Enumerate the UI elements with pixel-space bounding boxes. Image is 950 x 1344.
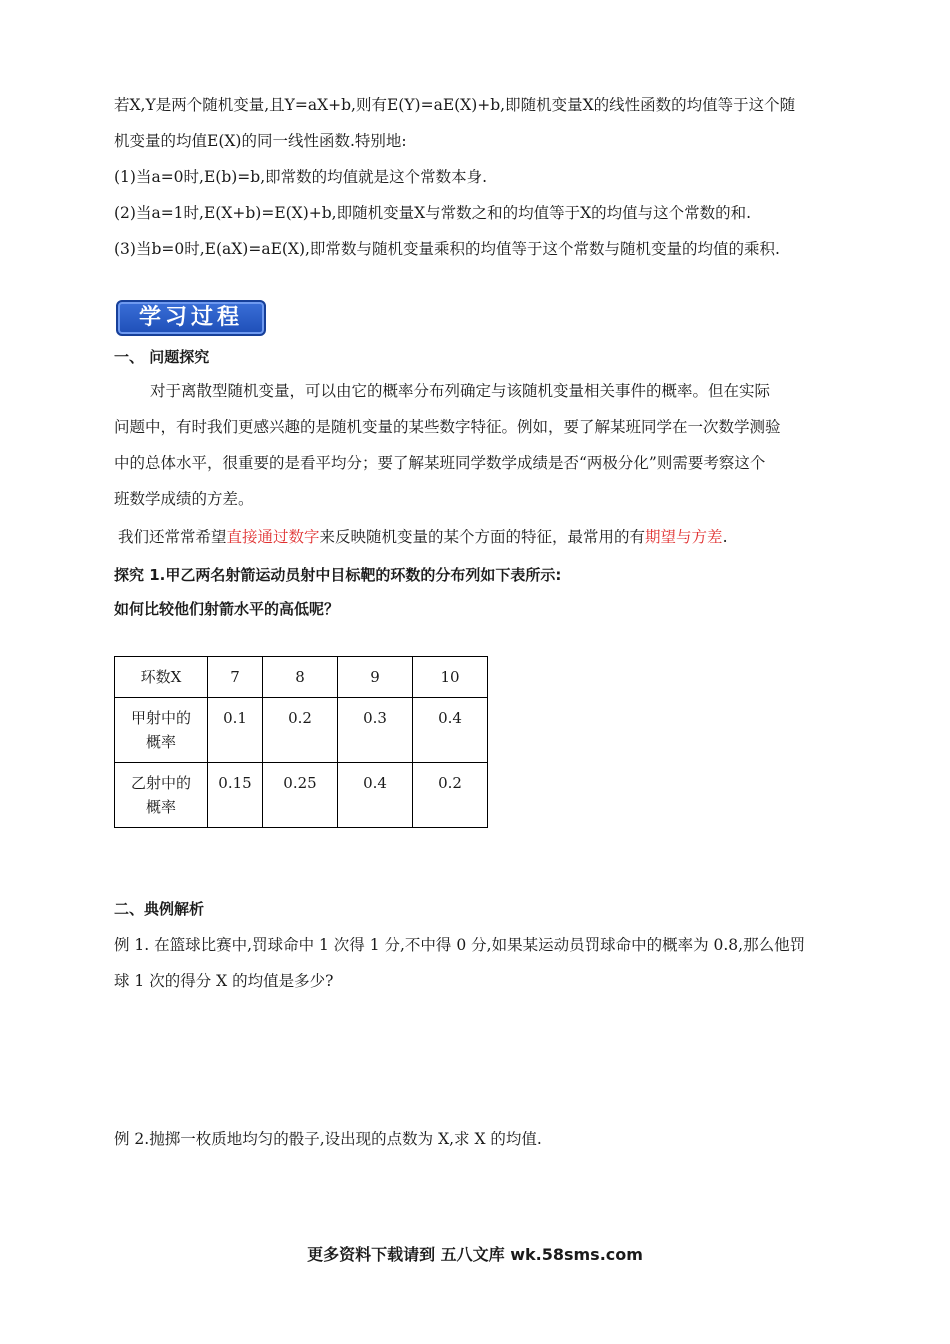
intro-item-3: (3)当b=0时,E(aX)=aE(X),即常数与随机变量乘积的均值等于这个常数与随机变量的均值的乘积. xyxy=(114,240,780,258)
para2 xyxy=(118,526,728,548)
table-cell: 0.15 xyxy=(208,763,263,828)
row-label-line-2: 概率 xyxy=(145,733,176,751)
row-label-line-1: 甲射中的 xyxy=(130,709,191,727)
example1-line-2: 球 1 次的得分 X 的均值是多少? xyxy=(114,972,334,990)
table-row xyxy=(115,698,488,763)
para2-highlight-1: 直接通过数字 xyxy=(226,528,320,546)
para2-highlight-2: 期望与方差 xyxy=(645,528,723,546)
table-cell: 0.25 xyxy=(263,763,338,828)
intro-item-1: (1)当a=0时,E(b)=b,即常数的均值就是这个常数本身. xyxy=(114,168,488,186)
table-cell: 9 xyxy=(338,657,413,698)
explore1-line-1: 探究 1.甲乙两名射箭运动员射中目标靶的环数的分布列如下表所示: xyxy=(114,566,562,584)
intro-line-1: 若X,Y是两个随机变量,且Y=aX+b,则有E(Y)=aE(X)+b,即随机变量X的线性函数的均值等于这个随 xyxy=(114,96,796,114)
footer-text: 更多资料下载请到 五八文库 wk.58sms.com xyxy=(307,1245,643,1264)
para2-text-a: 我们还常常希望 xyxy=(118,528,227,546)
table-cell: 环数X xyxy=(115,657,208,698)
para1-line-2: 问题中，有时我们更感兴趣的是随机变量的某些数字特征。例如，要了解某班同学在一次数学测验 xyxy=(114,418,781,436)
table-row xyxy=(115,763,488,828)
explore1-line-2: 如何比较他们射箭水平的高低呢？ xyxy=(114,600,340,618)
banner-label: 学习过程 xyxy=(138,305,243,330)
para2-text-b: 来反映随机变量的某个方面的特征，最常用的有 xyxy=(319,528,646,546)
table-header-row xyxy=(115,657,488,698)
para2-text-c: . xyxy=(722,528,728,546)
intro-item-2: (2)当a=1时,E(X+b)=E(X)+b,即随机变量X与常数之和的均值等于X的均值与这个常数的和. xyxy=(114,204,752,222)
table-cell: 0.4 xyxy=(338,763,413,828)
para1-line-3: 中的总体水平，很重要的是看平均分；要了解某班同学数学成绩是否“两极分化”则需要考察这个 xyxy=(114,454,766,472)
table-cell: 0.2 xyxy=(413,763,488,828)
table-cell: 0.2 xyxy=(263,698,338,763)
table-cell: 0.3 xyxy=(338,698,413,763)
table-cell: 10 xyxy=(413,657,488,698)
section-banner xyxy=(116,300,266,336)
section1-heading: 一、 问题探究 xyxy=(114,348,210,366)
table-cell: 0.1 xyxy=(208,698,263,763)
row-label-line-1: 乙射中的 xyxy=(130,774,191,792)
example2: 例 2.抛掷一枚质地均匀的骰子,设出现的点数为 X,求 X 的均值. xyxy=(114,1130,542,1148)
para1-line-4: 班数学成绩的方差。 xyxy=(114,490,254,508)
table-cell: 0.4 xyxy=(413,698,488,763)
distribution-table xyxy=(114,656,488,828)
section2-heading: 二、典例解析 xyxy=(114,900,205,918)
table-cell: 7 xyxy=(208,657,263,698)
para1-line-1: 对于离散型随机变量，可以由它的概率分布列确定与该随机变量相关事件的概率。但在实际 xyxy=(150,382,771,400)
table-row-label xyxy=(115,763,208,828)
intro-line-2: 机变量的均值E(X)的同一线性函数.特别地: xyxy=(114,132,407,150)
example1-line-1: 例 1. 在篮球比赛中,罚球命中 1 次得 1 分,不中得 0 分,如果某运动员罚球命中的概率为 0.8,那么他罚 xyxy=(114,936,806,954)
table-row-label xyxy=(115,698,208,763)
row-label-line-2: 概率 xyxy=(145,798,176,816)
table-cell: 8 xyxy=(263,657,338,698)
